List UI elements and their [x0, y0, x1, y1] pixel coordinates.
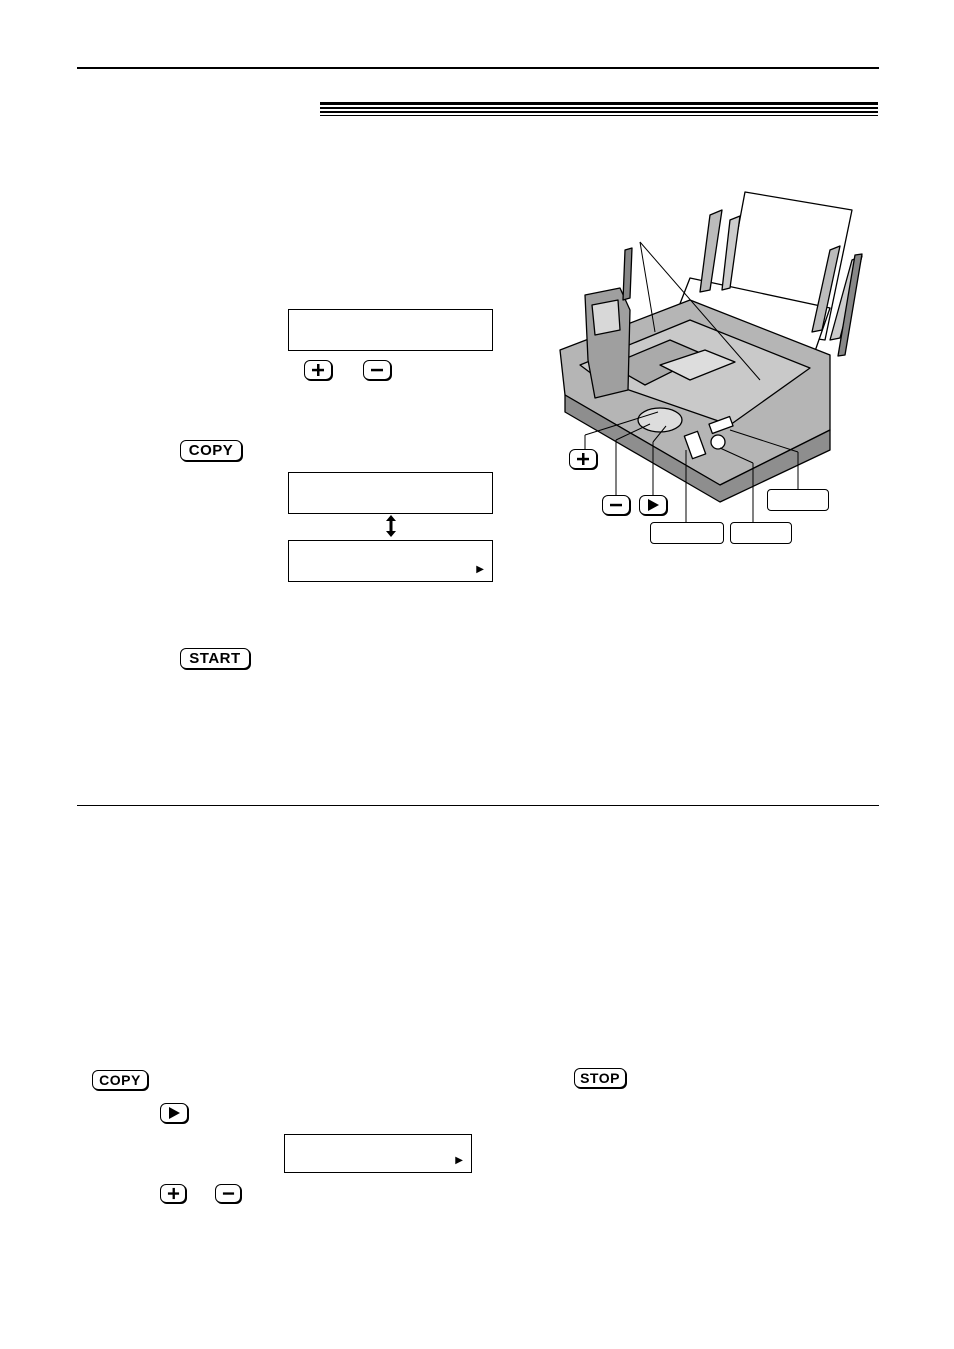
copy-button[interactable]: COPY	[180, 440, 242, 461]
minus-button-lower[interactable]	[215, 1184, 241, 1203]
plus-icon	[576, 452, 590, 466]
up-down-arrow-icon	[384, 514, 398, 538]
stop-button[interactable]: STOP	[574, 1068, 626, 1088]
display-arrow-icon: ▶	[476, 564, 484, 575]
copy-button-lower[interactable]: COPY	[92, 1070, 148, 1090]
plus-button[interactable]	[304, 360, 332, 380]
header-rule	[77, 67, 879, 69]
display-step1	[288, 309, 493, 351]
section-divider	[77, 805, 879, 806]
display-step2-a	[288, 472, 493, 514]
plus-icon	[167, 1187, 180, 1200]
minus-icon	[370, 363, 384, 377]
play-icon	[646, 498, 660, 512]
illustration-callout-label	[767, 489, 829, 511]
minus-icon	[222, 1187, 235, 1200]
plus-icon	[311, 363, 325, 377]
play-icon	[167, 1106, 181, 1120]
illustration-plus-button	[569, 449, 597, 469]
display-step2-b	[288, 540, 493, 582]
start-button[interactable]: START	[180, 648, 250, 669]
minus-button[interactable]	[363, 360, 391, 380]
plus-button-lower[interactable]	[160, 1184, 186, 1203]
play-button[interactable]	[160, 1103, 188, 1123]
illustration-callout-label	[730, 522, 792, 544]
minus-icon	[609, 498, 623, 512]
section-title-bar	[320, 102, 878, 116]
display-lower	[284, 1134, 472, 1173]
illustration-callout-label	[650, 522, 724, 544]
illustration-play-button	[639, 495, 667, 515]
illustration-minus-button	[602, 495, 630, 515]
display-arrow-icon: ▶	[455, 1155, 463, 1166]
